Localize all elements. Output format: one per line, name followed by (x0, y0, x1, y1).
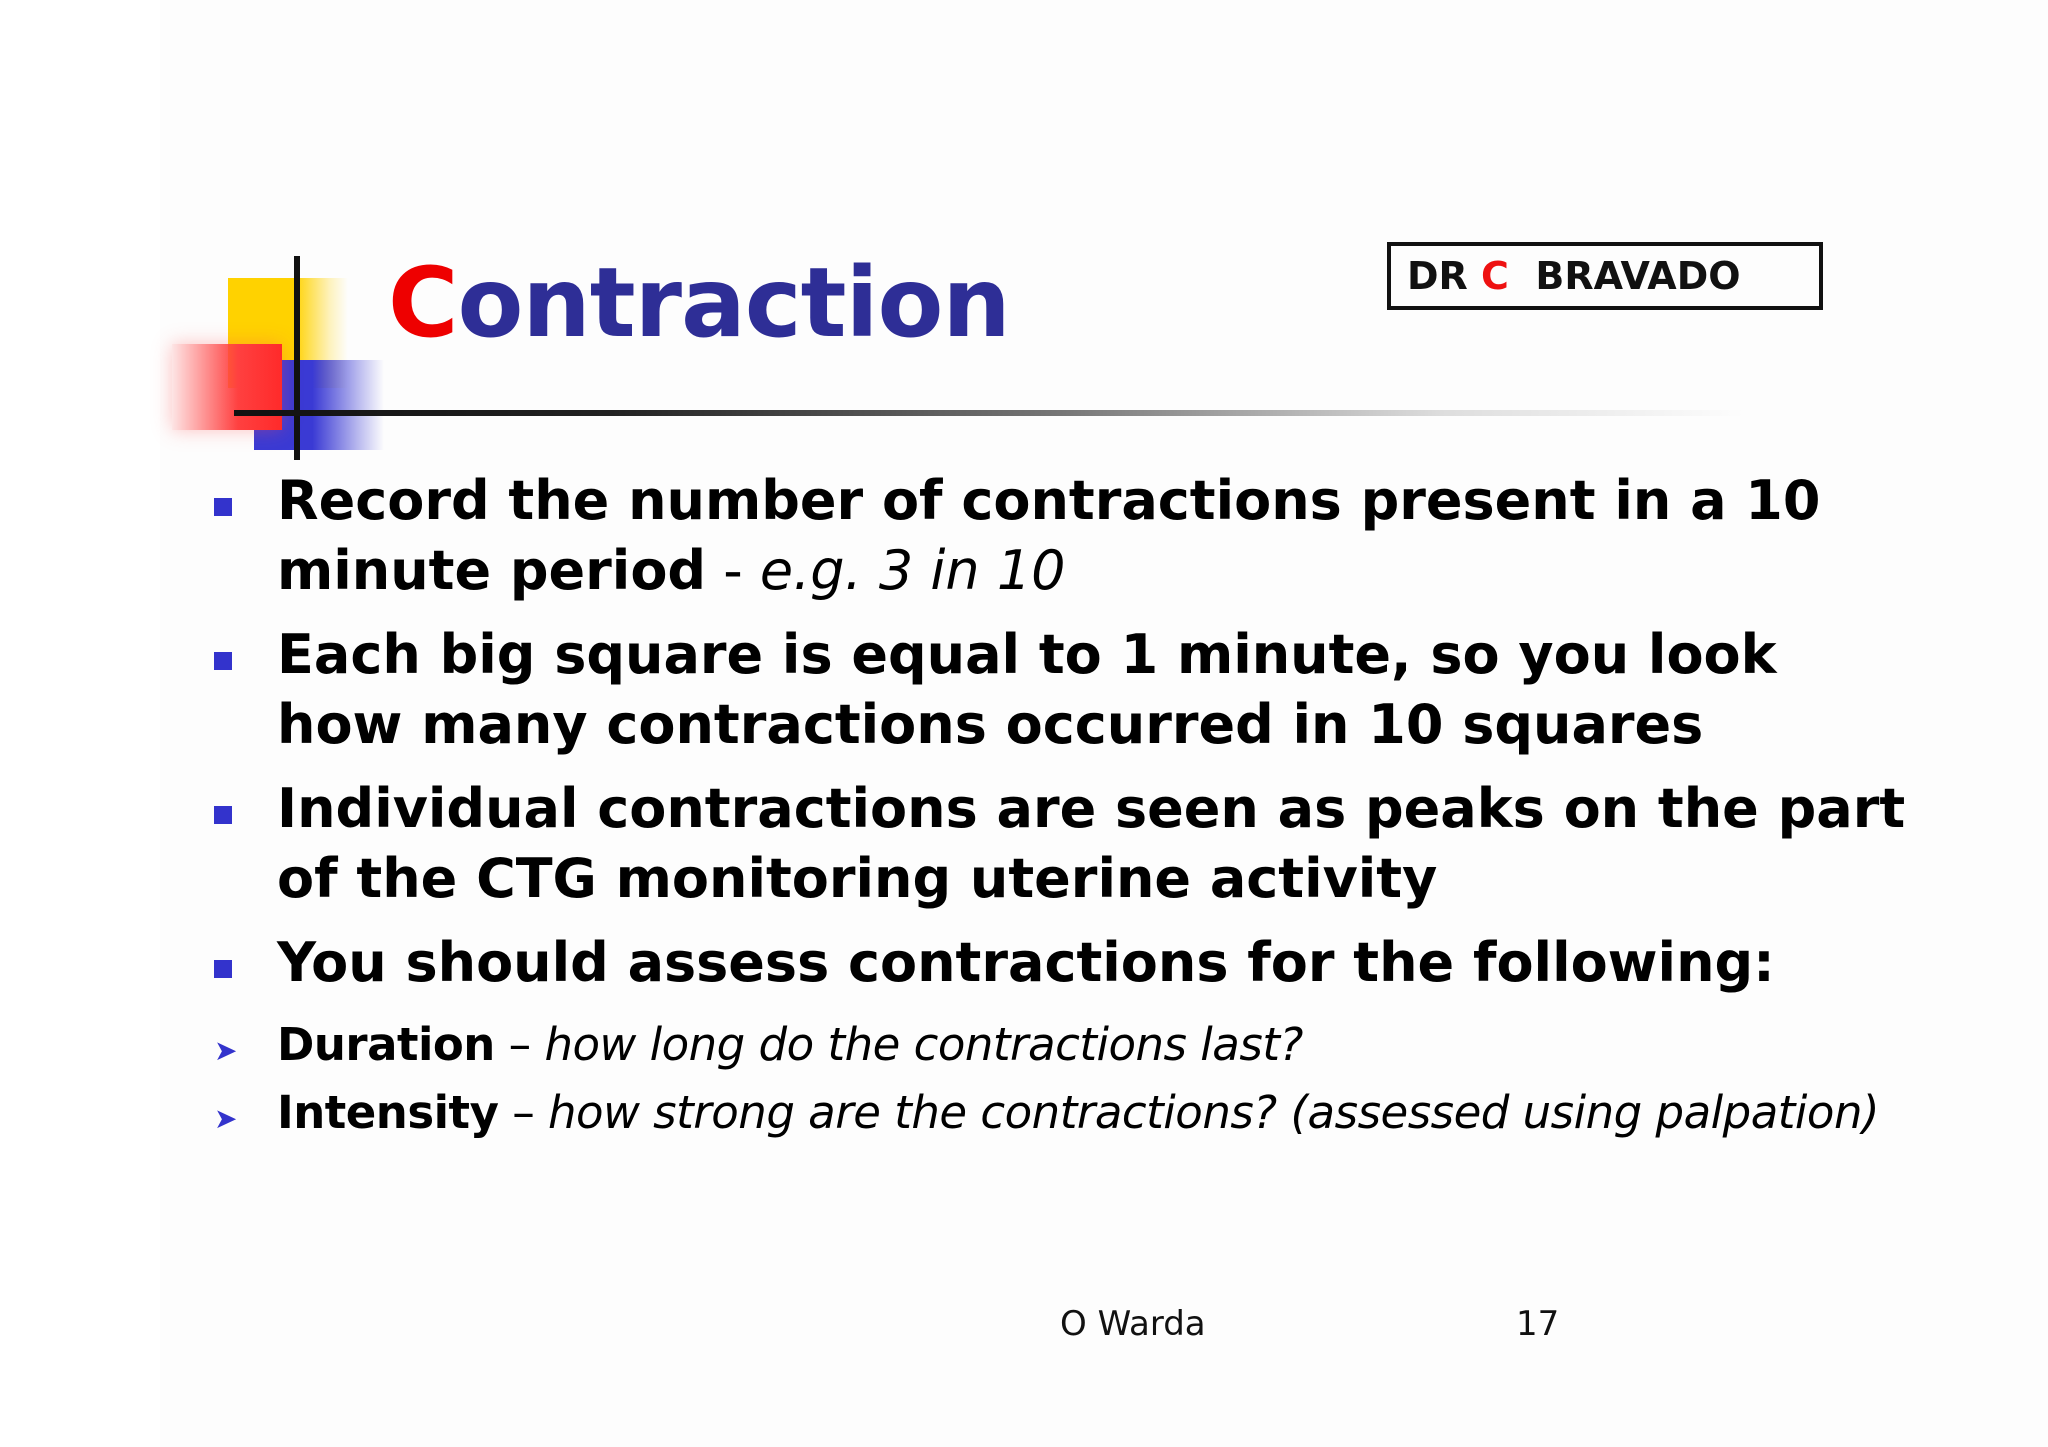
sub-bullet-separator: – (494, 1018, 545, 1071)
arrowhead-bullet-icon: ➤ (214, 1102, 237, 1135)
sub-bullet-description: how long do the contractions last? (544, 1018, 1303, 1071)
slide-title-rest: ontraction (457, 247, 1010, 359)
sub-bullet-description: how strong are the contractions? (assessed using palpation) (548, 1086, 1880, 1139)
square-bullet-icon (214, 498, 232, 516)
bullet-item (210, 620, 1890, 760)
bullet-item (210, 928, 1890, 998)
sub-bullet-separator: – (498, 1086, 549, 1139)
sub-bullet-item (210, 1080, 1890, 1146)
title-underline (234, 410, 1744, 416)
badge-prefix: DR (1407, 254, 1482, 298)
bullet-line: Each big square is equal to 1 minute, so you look (277, 623, 1777, 686)
badge-suffix: BRAVADO (1508, 254, 1741, 298)
sub-bullet-term: Duration (277, 1018, 495, 1071)
page-number: 17 (1516, 1304, 1560, 1344)
decor-red-square (172, 344, 282, 430)
bullet-line: Record the number of contractions present in a 10 (277, 469, 1821, 532)
slide-title (388, 248, 1010, 358)
bullet-bold-text: minute period (277, 539, 707, 602)
slide-title-first-letter: C (388, 247, 458, 359)
badge-highlight: C (1481, 254, 1509, 298)
bullet-line: of the CTG monitoring uterine activity (277, 847, 1438, 910)
decor-vertical-line (294, 256, 300, 460)
bullet-line: Individual contractions are seen as peaks on the part (277, 777, 1906, 840)
arrowhead-bullet-icon: ➤ (214, 1034, 237, 1067)
bullet-line: You should assess contractions for the following: (277, 931, 1775, 994)
author-badge (1387, 242, 1823, 310)
sub-bullet-item (210, 1012, 1890, 1078)
bullet-line (277, 536, 1890, 606)
square-bullet-icon (214, 806, 232, 824)
sub-bullet-term: Intensity (277, 1086, 499, 1139)
bullet-line: how many contractions occurred in 10 squares (277, 693, 1704, 756)
bullet-item (210, 774, 1906, 914)
bullet-item (210, 466, 1890, 606)
footer-author: O Warda (1060, 1304, 1206, 1344)
bullet-separator: - (706, 539, 760, 602)
square-bullet-icon (214, 960, 232, 978)
square-bullet-icon (214, 652, 232, 670)
bullet-example: e.g. 3 in 10 (759, 539, 1066, 602)
bullet-list (210, 466, 1906, 1146)
